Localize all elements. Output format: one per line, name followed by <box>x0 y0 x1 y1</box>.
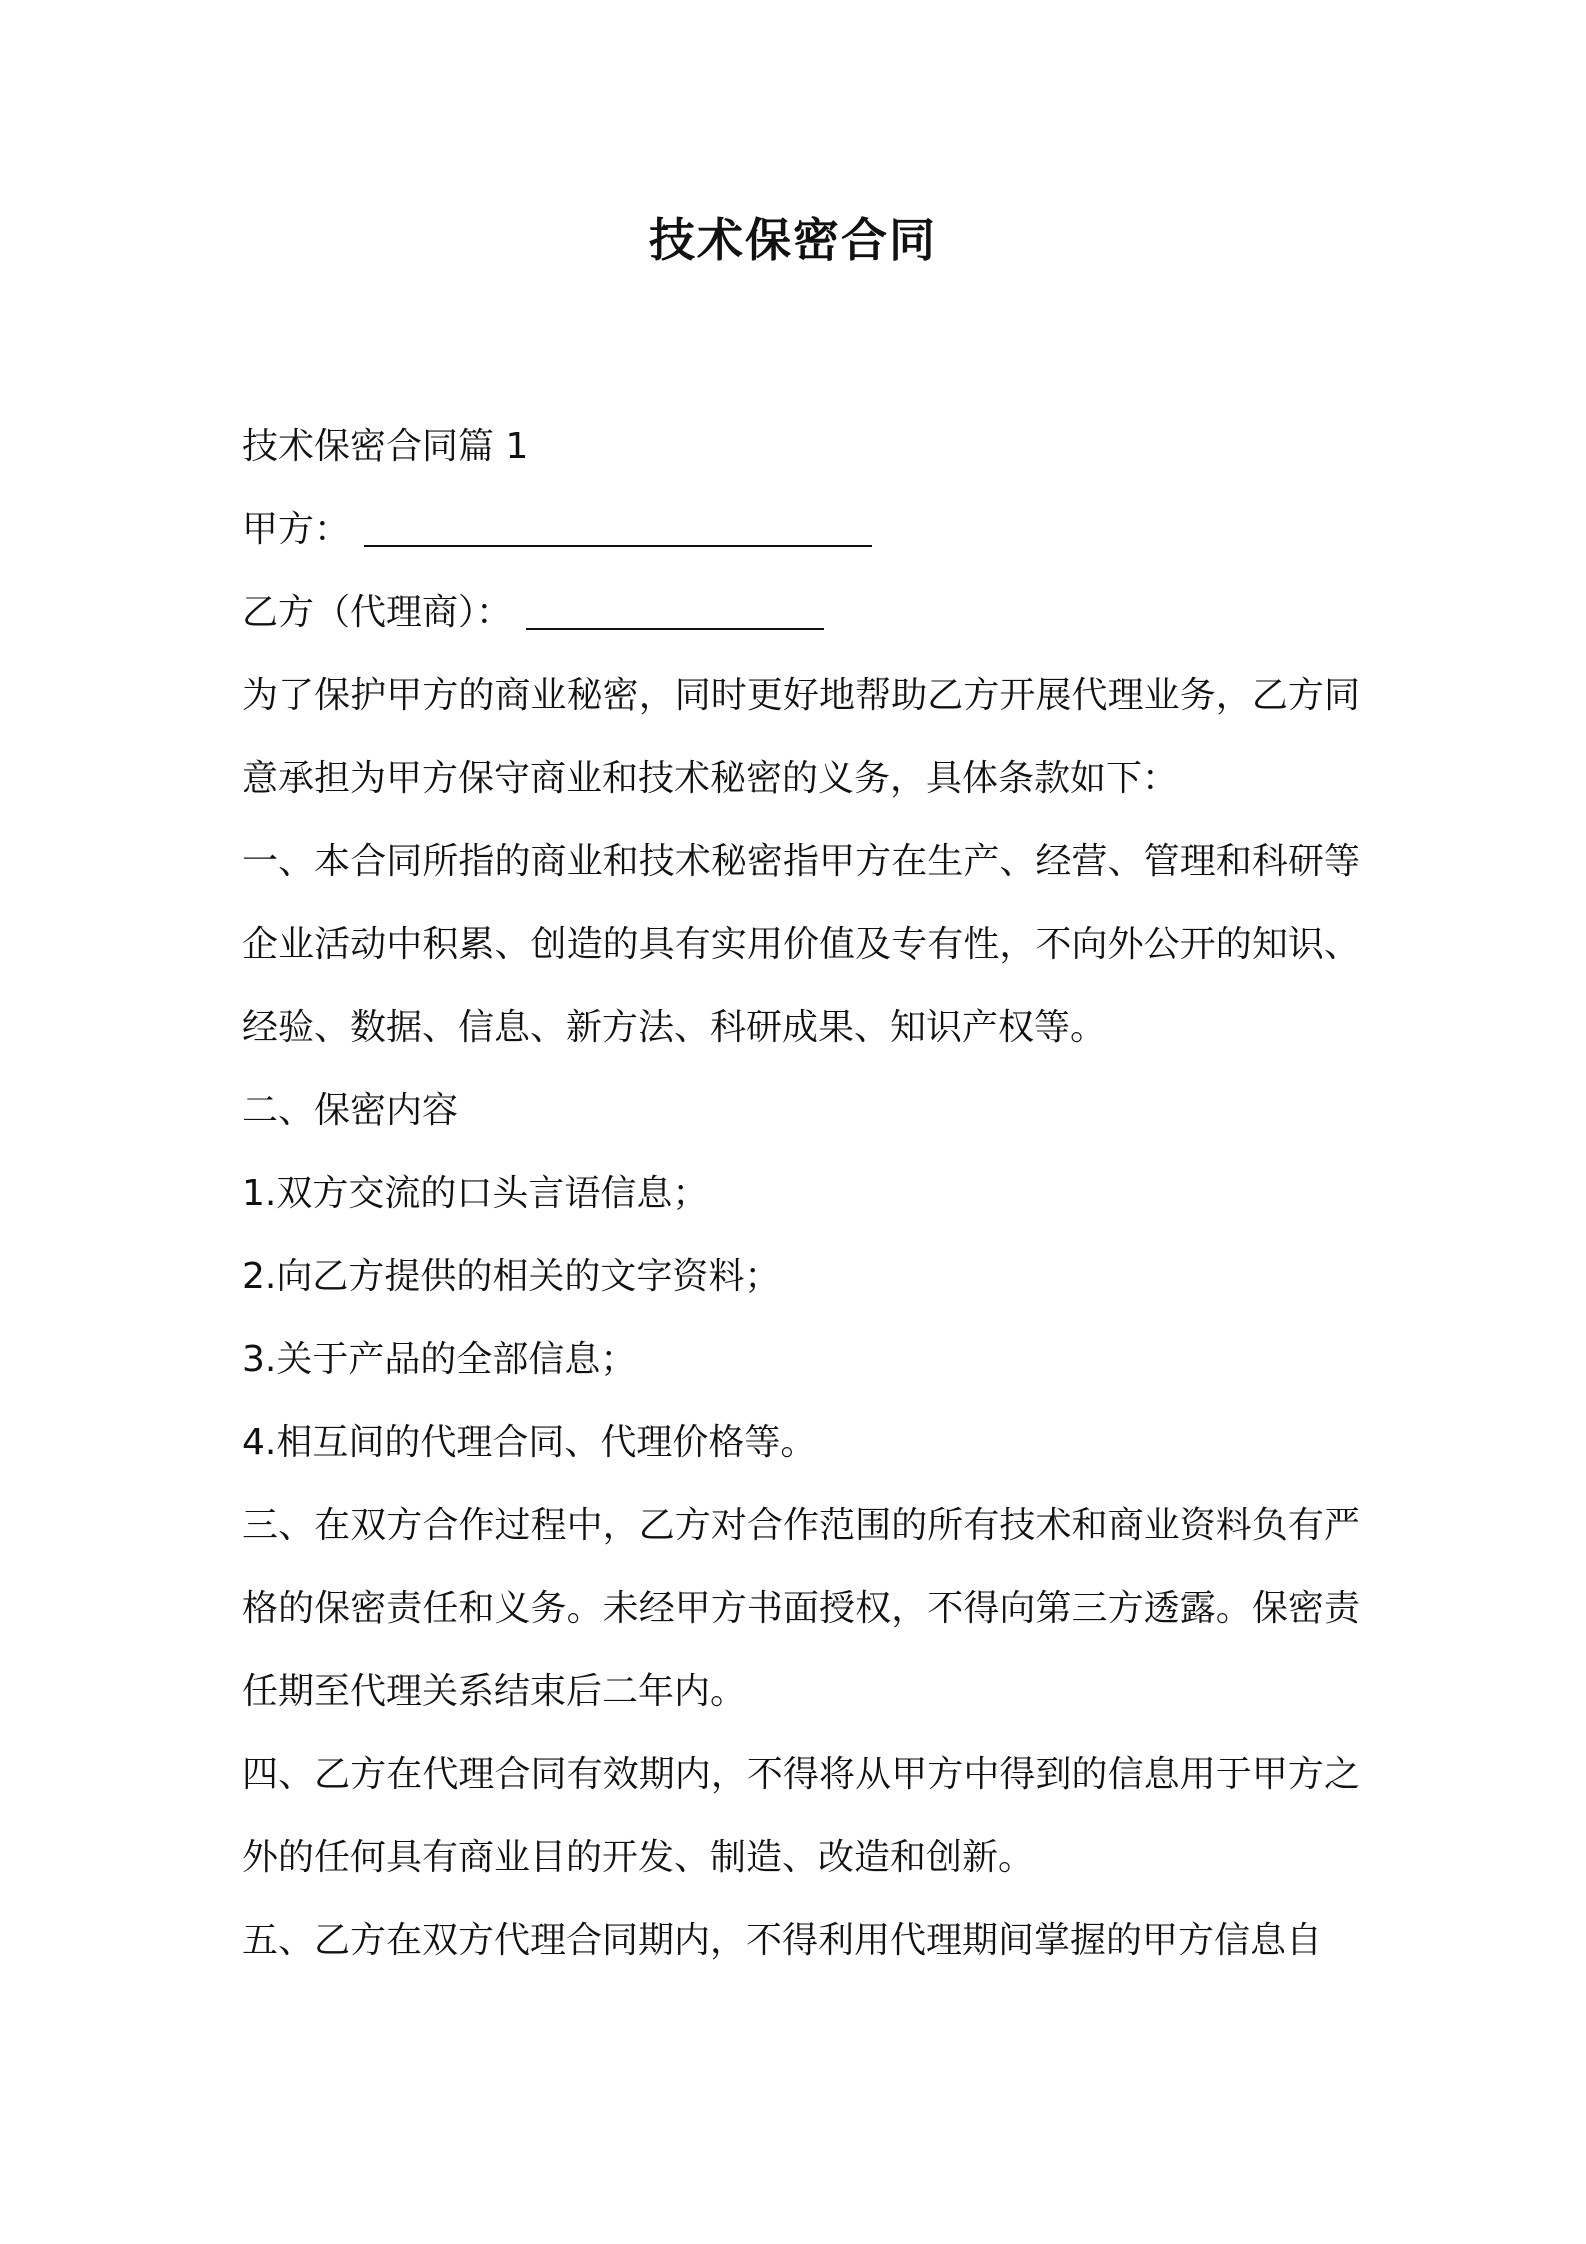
clause-4: 四、乙方在代理合同有效期内，不得将从甲方中得到的信息用于甲方之外的任何具有商业目的开发、制造、改造和创新。 <box>242 1754 1360 1878</box>
party-b-blank <box>526 590 824 630</box>
section-heading: 技术保密合同篇 1 <box>242 426 529 467</box>
list-item: 4.相互间的代理合同、代理价格等。 <box>242 1422 817 1463</box>
party-a-blank <box>364 507 872 547</box>
clause-1: 一、本合同所指的商业和技术秘密指甲方在生产、经营、管理和科研等企业活动中积累、创造的具有实用价值及专有性，不向外公开的知识、经验、数据、信息、新方法、科研成果、知识产权等。 <box>242 841 1360 1048</box>
party-b-label: 乙方（代理商）： <box>242 592 513 633</box>
document-title: 技术保密合同 <box>649 213 937 267</box>
document-body <box>242 405 1360 1982</box>
intro-paragraph: 为了保护甲方的商业秘密，同时更好地帮助乙方开展代理业务，乙方同意承担为甲方保守商业和技术秘密的义务，具体条款如下： <box>242 675 1360 799</box>
clause-5: 五、乙方在双方代理合同期内，不得利用代理期间掌握的甲方信息自 <box>242 1920 1323 1961</box>
party-a-line <box>242 488 1360 571</box>
party-a-label: 甲方： <box>242 509 351 550</box>
party-b-line <box>242 571 1360 654</box>
list-item: 3.关于产品的全部信息； <box>242 1339 637 1380</box>
list-item: 2.向乙方提供的相关的文字资料； <box>242 1256 781 1297</box>
clause-3: 三、在双方合作过程中，乙方对合作范围的所有技术和商业资料负有严格的保密责任和义务。未经甲方书面授权，不得向第三方透露。保密责任期至代理关系结束后二年内。 <box>242 1505 1360 1712</box>
list-item: 1.双方交流的口头言语信息； <box>242 1173 709 1214</box>
clause-2-heading: 二、保密内容 <box>242 1090 459 1131</box>
